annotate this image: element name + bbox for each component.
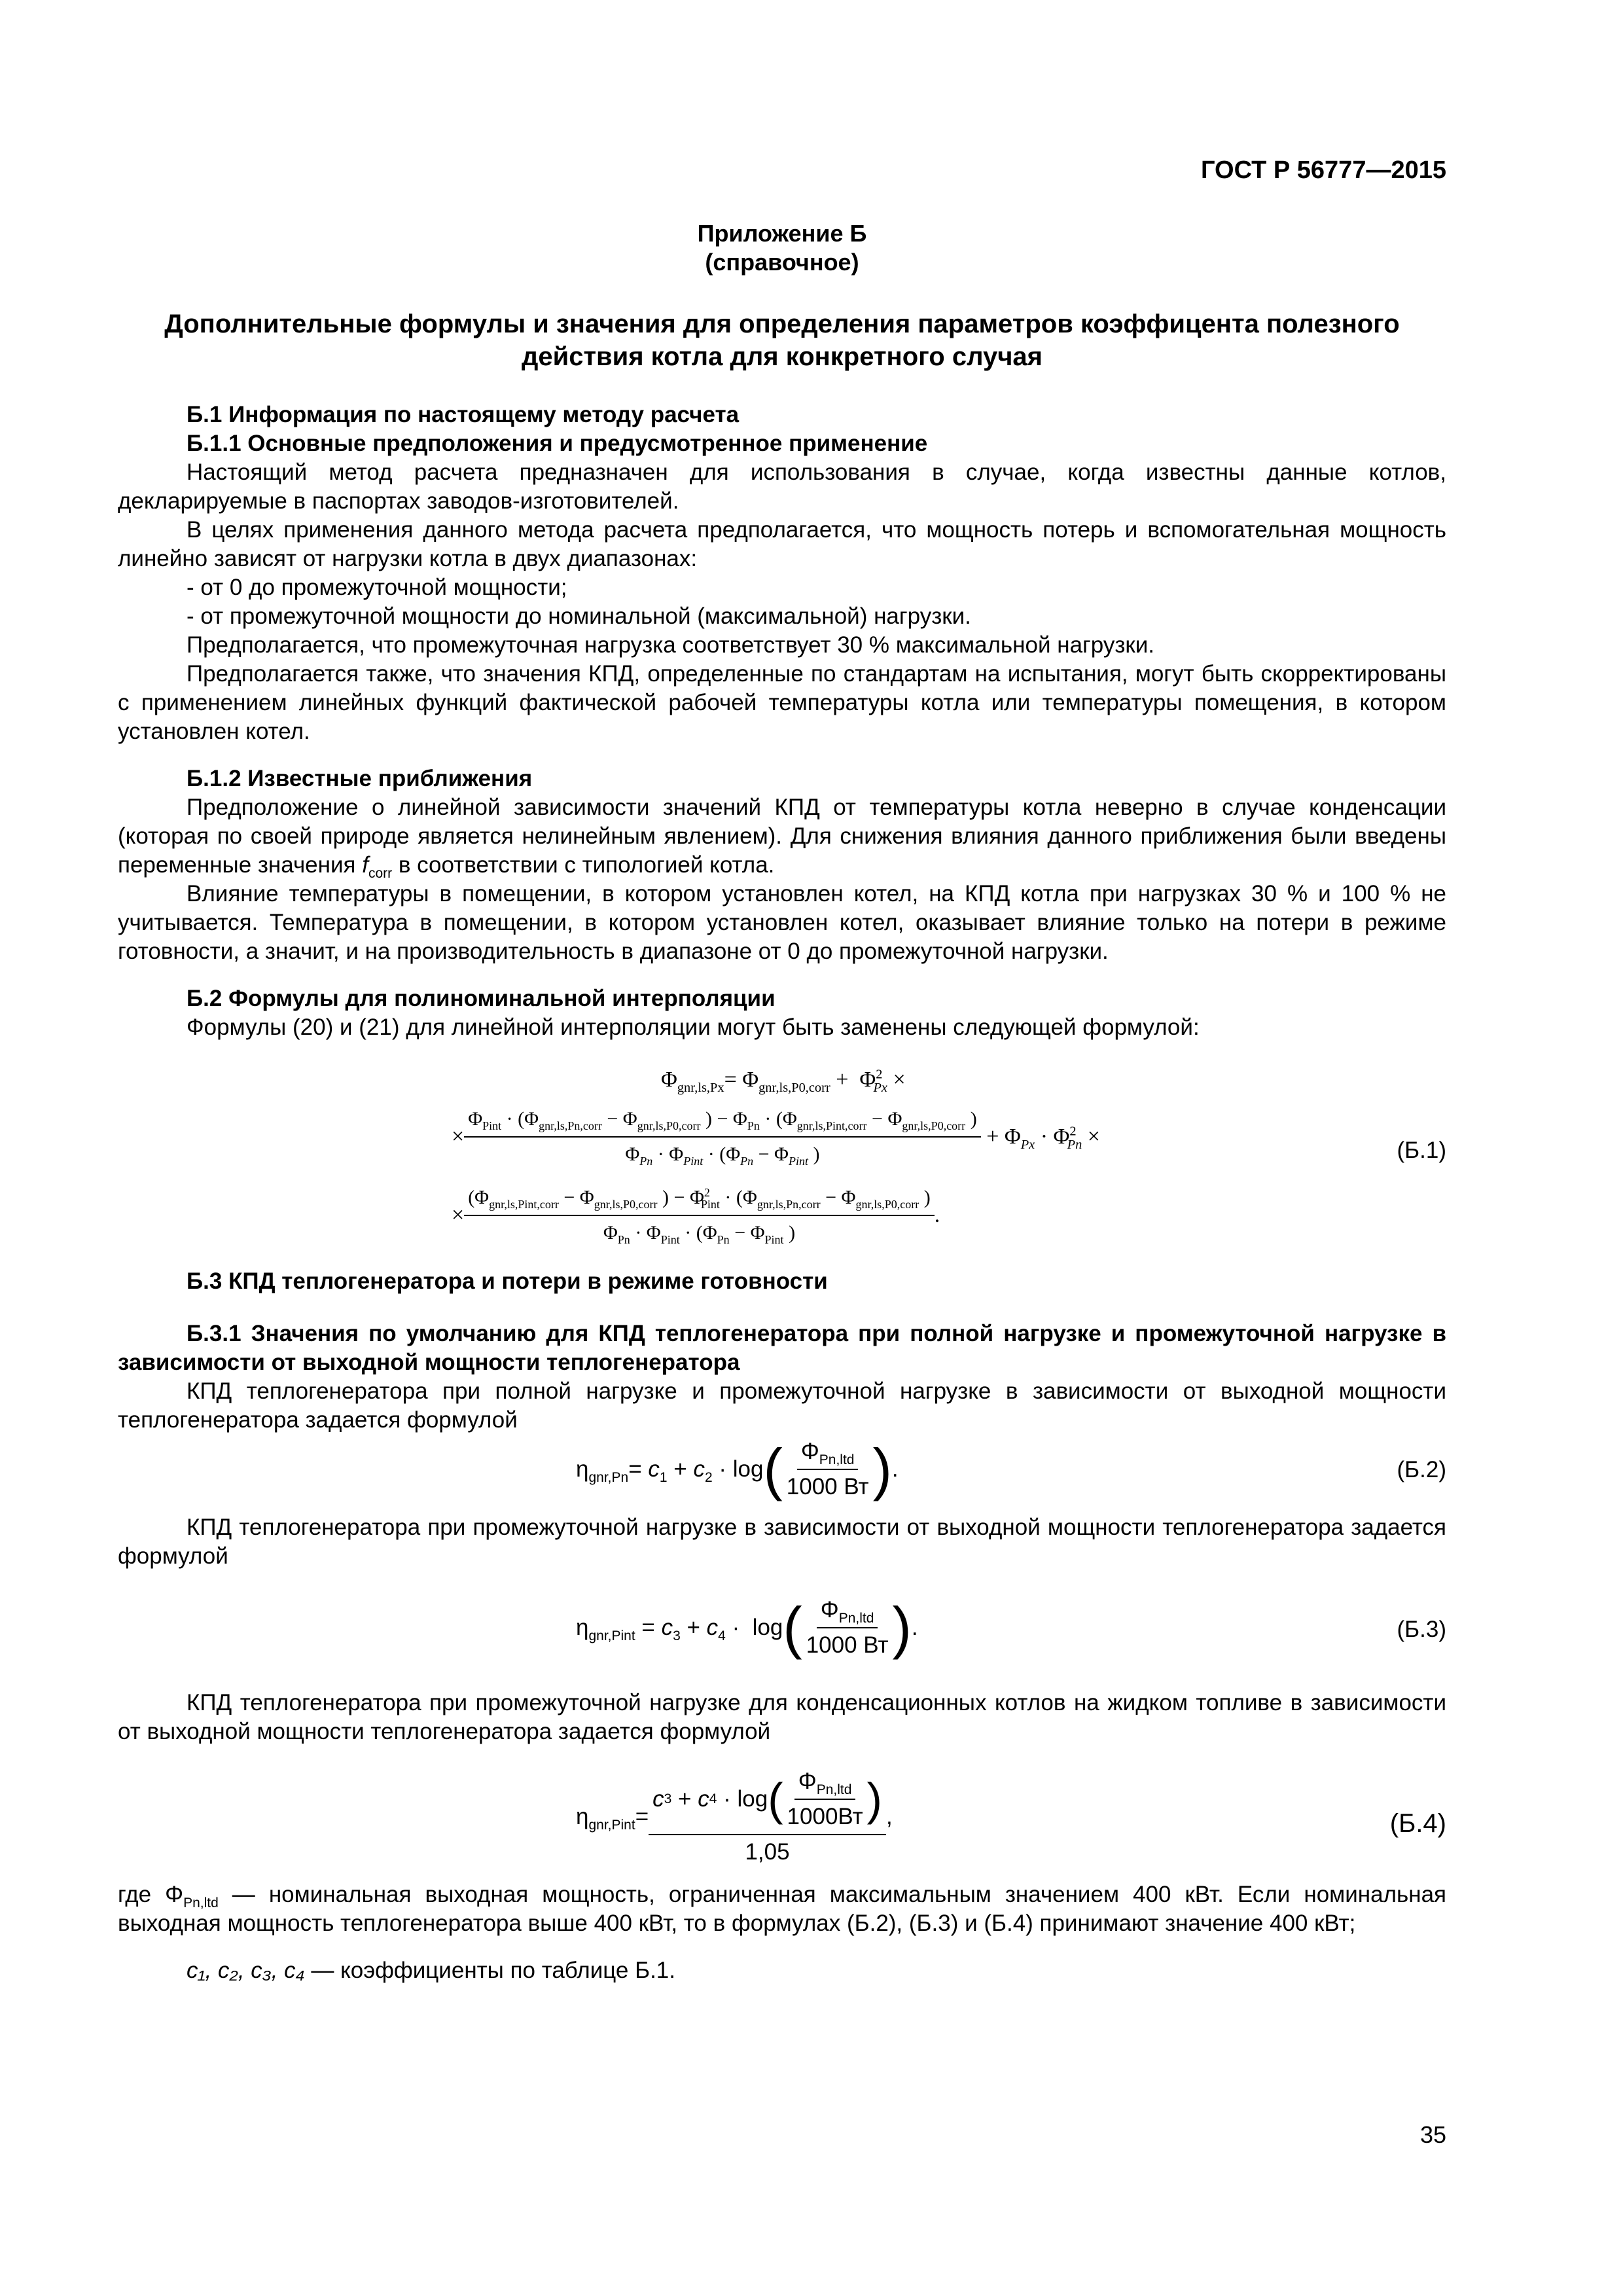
- paragraph: КПД теплогенератора при промежуточной нагрузке в зависимости от выходной мощности теплогенератора задается формулой: [118, 1515, 1446, 1569]
- equation-number: (Б.1): [1397, 1138, 1446, 1163]
- appendix-heading: [118, 219, 1446, 277]
- paragraph: Предположение о линейной зависимости значений КПД от температуры котла неверно в случае конденсации (которая по своей природе является нелинейным явлением). Для снижения влияния данного приближения были введены переменные значения $f_{corr}$ в соответствии с типологией котла.: [118, 795, 1446, 881]
- formula-b2: $\eta_{gnr,Pn}= c_1 + c_2 \cdot \log$ ( $\frac{\Phi_{Pn,ltd}}{1000 Вт}$ ) . (Б.2): [576, 1437, 1446, 1501]
- formula-b1-line2: × $\Phi_{Pint} \cdot (\Phi_{gnr,ls,Pn,corr} - \Phi_{gnr,ls,P0,corr}$ ) − $\Phi_{Pn} \cdot (\Phi_{gnr,ls,Pint,corr} - \Phi_{gnr,ls,P0,corr}$ ) $\Phi_{Pn} \cdot \Phi_{Pint} \cdot (\Phi_{Pn} - \Phi_{Pint}$ ) + $\Phi_{Px} \cdot \Phi^2_{Pn}$ ×: [452, 1105, 1100, 1169]
- formula-b1-line1: $\Phi_{gnr,ls,Px}= \Phi_{gnr,ls,P0,corr} + \Phi^2_{Px}$ ×: [661, 1067, 906, 1095]
- paragraph: КПД теплогенератора при полной нагрузке и промежуточной нагрузке в зависимости от выходной мощности теплогенератора задается формулой: [118, 1378, 1446, 1433]
- equation-number: (Б.2): [1397, 1457, 1446, 1482]
- formula-b4: $\eta_{gnr,Pint}=$ c 3 + c 4 · log ( $\frac{\Phi_{Pn,ltd}}{1000Вт}$ ) 1,05 , (Б.4): [576, 1768, 1446, 1865]
- appendix-title: Дополнительные формулы и значения для определения параметров коэффицента полезного действия котла для конкретного случая: [164, 310, 1400, 371]
- where-paragraph: где $\Phi_{Pn,ltd}$ — номинальная выходная мощность, ограниченная максимальным значением 400 кВт. Если номинальная выходная мощность теплогенератора выше 400 кВт, то в формулах (Б.2), (Б.3) и (Б.4) принимают значение 400 кВт;: [118, 1882, 1446, 1936]
- paragraph: Предполагается также, что значения КПД, определенные по стандартам на испытания, могут быть скорректированы с применением линейных функций фактической рабочей температуры котла или температуры помещения, в котором установлен котел.: [118, 661, 1446, 744]
- document-page: [118, 0, 1446, 2296]
- page-number: 35: [1419, 2121, 1446, 2148]
- standard-header: ГОСТ Р 56777—2015: [1201, 156, 1446, 184]
- appendix-label: Приложение Б: [697, 220, 867, 247]
- section-b12-heading: Б.1.2 Известные приближения: [187, 766, 533, 791]
- coefficients-note: c₁, c₂, c₃, c₄ — коэффициенты по таблице Б.1.: [187, 1958, 675, 1983]
- paragraph: Формулы (20) и (21) для линейной интерполяции могут быть заменены следующей формулой:: [187, 1014, 1200, 1040]
- list-item: - от промежуточной мощности до номинальной (максимальной) нагрузки.: [187, 603, 971, 629]
- formula-b1-line3: × ($\Phi_{gnr,ls,Pint,corr} - \Phi_{gnr,ls,P0,corr}$ ) − $\Phi^2_{Pint} \cdot (\Phi_{gnr,ls,Pn,corr} - \Phi_{gnr,ls,P0,corr}$ ) $\Phi_{Pn} \cdot \Phi_{Pint} \cdot (\Phi_{Pn} - \Phi_{Pint}$ ) .: [452, 1183, 940, 1247]
- document-body: [118, 401, 1446, 1985]
- equation-number: (Б.4): [1389, 1809, 1446, 1838]
- paragraph: В целях применения данного метода расчета предполагается, что мощность потерь и вспомогательная мощность линейно зависят от нагрузки котла в двух диапазонах:: [118, 517, 1446, 571]
- section-b1-heading: Б.1 Информация по настоящему методу расчета: [187, 402, 740, 427]
- paragraph: КПД теплогенератора при промежуточной нагрузке для конденсационных котлов на жидком топливе в зависимости от выходной мощности теплогенератора задается формулой: [118, 1690, 1446, 1744]
- appendix-type: (справочное): [705, 249, 859, 276]
- paragraph: Предполагается, что промежуточная нагрузка соответствует 30 % максимальной нагрузки.: [187, 632, 1155, 658]
- paragraph: Настоящий метод расчета предназначен для использования в случае, когда известны данные котлов, декларируемые в паспортах заводов-изготовителей.: [118, 459, 1446, 514]
- formula-b1: [118, 1052, 1446, 1249]
- section-b2-heading: Б.2 Формулы для полиноминальной интерполяции: [187, 986, 776, 1011]
- equation-number: (Б.3): [1397, 1617, 1446, 1642]
- section-b3-heading: Б.3 КПД теплогенератора и потери в режиме готовности: [187, 1268, 828, 1294]
- section-b31-heading: Б.3.1 Значения по умолчанию для КПД теплогенератора при полной нагрузке и промежуточной нагрузке в зависимости от выходной мощности теплогенератора: [118, 1321, 1446, 1375]
- section-b11-heading: Б.1.1 Основные предположения и предусмотренное применение: [187, 431, 928, 456]
- paragraph: Влияние температуры в помещении, в котором установлен котел, на КПД котла при нагрузках 30 % и 100 % не учитывается. Температура в помещении, в котором установлен котел, оказывает влияние только на потери в режиме готовности, а значит, и на производительность в диапазоне от 0 до промежуточной нагрузки.: [118, 881, 1446, 964]
- list-item: - от 0 до промежуточной мощности;: [187, 575, 567, 600]
- formula-b3: $\eta_{gnr,Pint} = c_3 + c_4 \cdot \log$ ( $\frac{\Phi_{Pn,ltd}}{1000 Вт}$ ) . (Б.3): [576, 1595, 1446, 1660]
